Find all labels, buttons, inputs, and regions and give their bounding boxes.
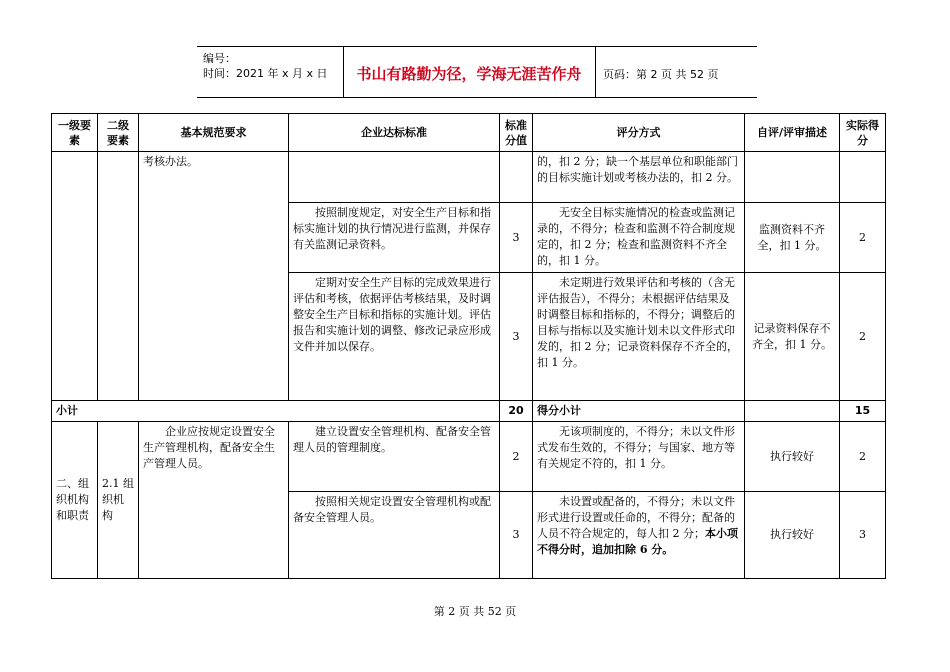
subtotal-label: 小计 [52,401,500,422]
cell-actual: 2 [840,203,886,273]
table-row [52,422,886,492]
cell-description: 执行较好 [745,492,840,579]
cell-description: 记录资料保存不齐全，扣 1 分。 [745,273,840,401]
subtotal-actual: 15 [840,401,886,422]
cell-standard: 按照制度规定，对安全生产目标和指标实施计划的执行情况进行监测，并保存有关监测记录资料。 [289,203,500,273]
cell-actual [840,152,886,203]
cell-method: 的，扣 2 分；缺一个基层单位和职能部门的目标实施计划或考核办法的，扣 2 分。 [533,152,745,203]
cell-method: 无该项制度的，不得分；未以文件形式发布生效的，不得分；与国家、地方等有关规定不符的，扣 1 分。 [533,422,745,492]
cell-level1: 二、组织机构和职责 [52,422,98,579]
cell-score: 3 [500,492,533,579]
cell-description [745,152,840,203]
cell-level2: 2.1 组织机构 [98,422,139,579]
cell-actual: 2 [840,422,886,492]
header-standard: 企业达标标准 [289,114,500,152]
evaluation-table [51,113,886,579]
cell-method: 未定期进行效果评估和考核的（含无评估报告），不得分；未根据评估结果及时调整目标和指标的，不得分；调整后的目标与指标以及实施计划未以文件形式印发的，扣 2 分；记录资料保存不齐全的，扣 1 分。 [533,273,745,401]
table-row [52,152,886,203]
cell-standard: 定期对安全生产目标的完成效果进行评估和考核，依据评估考核结果，及时调整安全生产目标和指标的实施计划。评估报告和实施计划的调整、修改记录应形成文件并加以保存。 [289,273,500,401]
cell-standard: 建立设置安全管理机构、配备安全管理人员的管理制度。 [289,422,500,492]
doc-time-label: 时间：2021 年 x 月 x 日 [203,67,328,80]
subtotal-score: 20 [500,401,533,422]
table-header-row [52,114,886,152]
cell-level1-blank [52,152,98,401]
header-level1: 一级要素 [52,114,98,152]
cell-score: 2 [500,422,533,492]
cell-description: 监测资料不齐全，扣 1 分。 [745,203,840,273]
header-page-label: 页码：第 2 页 共 52 页 [603,68,719,81]
cell-method [533,492,745,579]
header-actual: 实际得分 [840,114,886,152]
cell-description: 执行较好 [745,422,840,492]
cell-level2-blank [98,152,139,401]
cell-standard: 按照相关规定设置安全管理机构或配备安全管理人员。 [289,492,500,579]
cell-actual: 2 [840,273,886,401]
cell-method: 无安全目标实施情况的检查或监测记录的，不得分；检查和监测不符合制度规定的，扣 2 分；检查和监测资料不齐全的，扣 1 分。 [533,203,745,273]
page-header [197,46,757,98]
cell-requirement: 企业应按规定设置安全生产管理机构，配备安全生产管理人员。 [139,422,289,579]
subtotal-method-label: 得分小计 [533,401,745,422]
method-text: 未设置或配备的，不得分；未以文件形式进行设置或任命的，不得分；配备的人员不符合规定的，每人扣 2 分； [537,495,735,540]
header-meta [203,51,328,81]
header-description: 自评/评审描述 [745,114,840,152]
header-score: 标准分值 [500,114,533,152]
header-method: 评分方式 [533,114,745,152]
header-requirement: 基本规范要求 [139,114,289,152]
cell-score: 3 [500,203,533,273]
subtotal-description [745,401,840,422]
cell-standard [289,152,500,203]
header-motto: 书山有路勤为径，学海无涯苦作舟 [356,65,582,83]
cell-actual: 3 [840,492,886,579]
subtotal-row [52,401,886,422]
cell-score: 3 [500,273,533,401]
header-level2: 二级要素 [98,114,139,152]
method-bold-text: 本小项不得分时，追加扣除 6 分。 [537,527,738,556]
page-footer: 第 2 页 共 52 页 [433,605,517,618]
cell-score [500,152,533,203]
cell-requirement: 考核办法。 [139,152,289,401]
doc-number-label: 编号： [203,52,236,65]
